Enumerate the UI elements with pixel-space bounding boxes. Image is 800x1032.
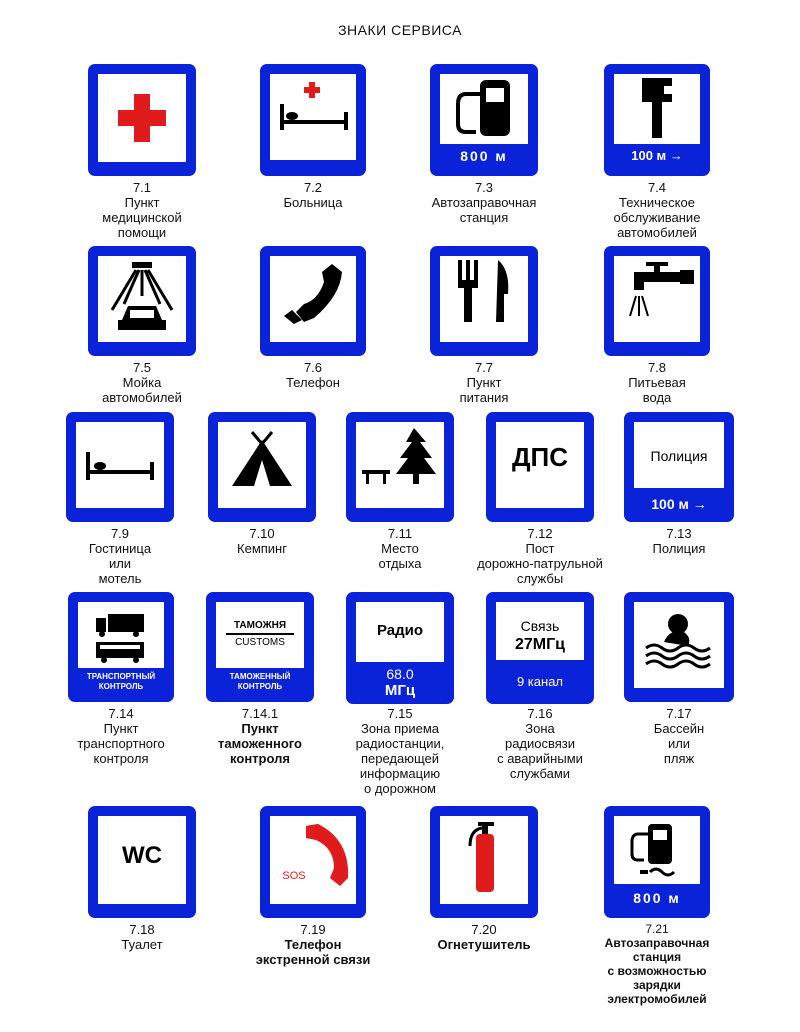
sign-7-18 (88, 806, 196, 918)
customs-divider (226, 633, 294, 635)
sub-label: ТАМОЖЕННЫЙ КОНТРОЛЬ (229, 672, 291, 691)
red-cross-icon (118, 94, 166, 142)
caption-7-4: 7.4 Техническое обслуживание автомобилей (613, 180, 701, 240)
caption-7-3: 7.3 Автозаправочная станция (431, 180, 537, 225)
sign-7-16 (486, 592, 594, 704)
caption-7-7: 7.7 Пункт питания (459, 360, 509, 405)
caption-7-20: 7.20 Огнетушитель (437, 922, 531, 952)
sign-7-9 (66, 412, 174, 522)
sign-7-5 (88, 246, 196, 356)
swimmer-icon (644, 612, 714, 668)
distance-label: 800 м (633, 890, 681, 906)
frequency-value: 68.0 (386, 666, 414, 682)
caption-7-21: 7.21 Автозаправочная станция с возможностью зарядки электромобилей (604, 922, 710, 1006)
fire-extinguisher-icon (466, 822, 502, 894)
hospital-bed-icon (278, 82, 350, 132)
sign-7-3 (430, 64, 538, 176)
caption-7-10: 7.10 Кемпинг (237, 526, 287, 556)
sign-7-21 (604, 806, 710, 918)
caption-7-17: 7.17 Бассейн или пляж (653, 706, 705, 766)
sign-7-14 (68, 592, 174, 702)
sub-label: ТРАНСПОРТНЫЙ КОНТРОЛЬ (86, 672, 156, 691)
link-text: Связь (520, 618, 560, 634)
sign-7-10 (208, 412, 316, 522)
rest-area-icon (360, 428, 440, 488)
frequency-unit: МГц (384, 682, 416, 699)
sign-7-2 (260, 64, 366, 176)
water-tap-icon (620, 262, 694, 318)
dps-text: ДПС (512, 442, 568, 472)
sign-7-4 (604, 64, 710, 176)
caption-7-6: 7.6 Телефон (286, 360, 340, 390)
sign-7-7 (430, 246, 538, 356)
caption-7-8: 7.8 Питьевая вода (628, 360, 686, 405)
caption-7-2: 7.2 Больница (283, 180, 343, 210)
distance-label: 800 м (460, 148, 508, 164)
customs-en-text: CUSTOMS (235, 637, 285, 648)
wc-text: WC (122, 842, 162, 869)
sign-7-1 (88, 64, 196, 176)
caption-7-12: 7.12 Пост дорожно-патрульной службы (477, 526, 603, 586)
page-title: ЗНАКИ СЕРВИСА (338, 22, 462, 38)
channel-label: 9 канал (516, 674, 564, 689)
sign-7-14-1 (206, 592, 314, 702)
caption-7-15: 7.15 Зона приема радиостанции, передающей информацию о дорожном (355, 706, 445, 796)
sign-7-8 (604, 246, 710, 356)
distance-label: 100 м → (651, 496, 707, 512)
caption-7-5: 7.5 Мойка автомобилей (102, 360, 182, 405)
fuel-pump-icon (454, 80, 516, 138)
caption-7-9: 7.9 Гостиница или мотель (88, 526, 152, 586)
bed-icon (84, 452, 156, 482)
caption-7-18: 7.18 Туалет (121, 922, 163, 952)
sign-7-17 (624, 592, 734, 702)
caption-7-14: 7.14 Пункт транспортного контроля (77, 706, 165, 766)
caption-7-16: 7.16 Зона радиосвязи с аварийными службами (497, 706, 583, 781)
caption-7-14-1: 7.14.1 Пункт таможенного контроля (218, 706, 302, 766)
sign-7-19 (260, 806, 366, 918)
wrench-icon (642, 78, 672, 140)
distance-label: 100 м → (631, 148, 683, 163)
phone-handset-icon (282, 262, 344, 324)
link-frequency: 27МГц (514, 636, 566, 653)
sign-7-20 (430, 806, 538, 918)
sign-7-11 (346, 412, 454, 522)
sign-7-12 (486, 412, 594, 522)
caption-7-11: 7.11 Место отдыха (378, 526, 422, 571)
tent-icon (228, 432, 296, 488)
sign-7-6 (260, 246, 366, 356)
sign-7-13 (624, 412, 734, 522)
fork-knife-icon (458, 260, 510, 322)
caption-7-13: 7.13 Полиция (652, 526, 706, 556)
ev-charging-icon (630, 824, 686, 878)
radio-text: Радио (376, 622, 424, 639)
truck-bus-icon (96, 614, 146, 662)
caption-7-19: 7.19 Телефон экстренной связи (255, 922, 371, 967)
customs-ru-text: ТАМОЖНЯ (233, 620, 287, 631)
sos-text: SOS (282, 870, 306, 882)
car-wash-icon (106, 260, 178, 334)
sign-7-15 (346, 592, 454, 704)
caption-7-1: 7.1 Пункт медицинской помощи (102, 180, 182, 240)
police-text: Полиция (650, 448, 708, 464)
